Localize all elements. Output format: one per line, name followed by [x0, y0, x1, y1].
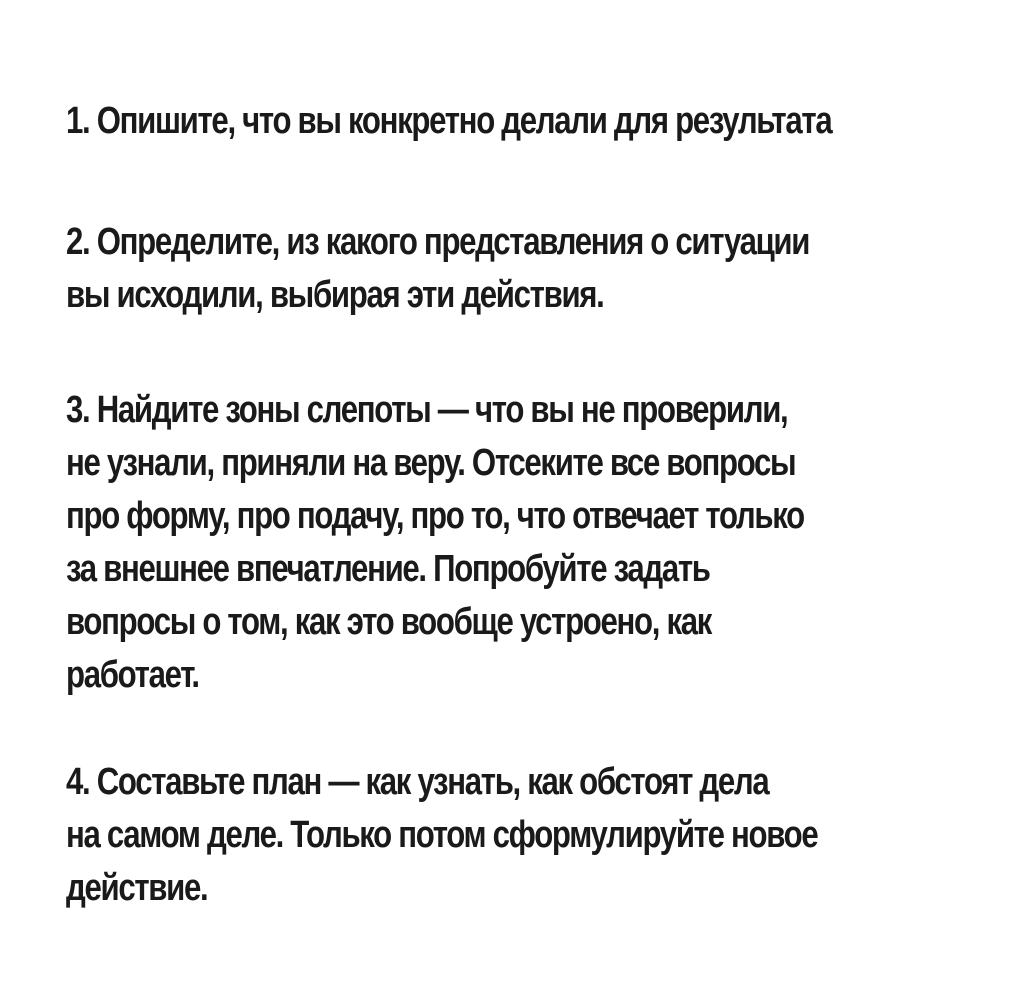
instruction-item-1	[66, 95, 832, 148]
item-2-line-2: вы исходили, выбирая эти действия.	[66, 274, 604, 316]
item-3-line-6: работает.	[66, 654, 199, 696]
item-1-line-1: 1. Опишите, что вы конкретно делали для результата	[66, 100, 832, 142]
item-4-line-2: на самом деле. Только потом сформулируйте новое	[66, 814, 818, 856]
item-3-line-3: про форму, про подачу, про то, что отвечает только	[66, 495, 804, 537]
item-3-line-2: не узнали, приняли на веру. Отсеките все вопросы	[66, 442, 796, 484]
item-4-line-3: действие.	[66, 867, 208, 909]
item-3-line-1: 3. Найдите зоны слепоты — что вы не проверили,	[66, 389, 788, 431]
instruction-item-4	[66, 756, 818, 915]
item-4-line-1: 4. Составьте план — как узнать, как обстоят дела	[66, 761, 769, 803]
item-3-line-5: вопросы о том, как это вообще устроено, как	[66, 601, 712, 643]
instruction-item-3	[66, 384, 804, 702]
instruction-item-2	[66, 216, 810, 322]
item-3-line-4: за внешнее впечатление. Попробуйте задать	[66, 548, 710, 590]
item-2-line-1: 2. Определите, из какого представления о ситуации	[66, 221, 810, 263]
